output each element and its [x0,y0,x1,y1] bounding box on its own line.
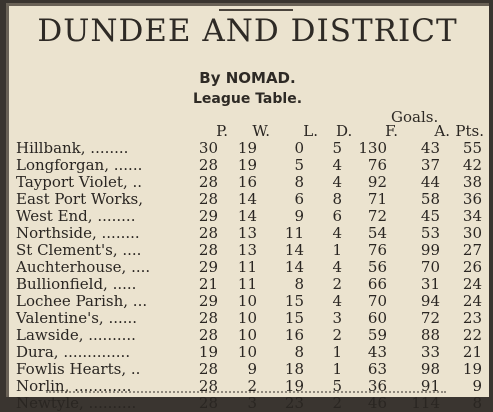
goals-for: 43 [367,343,387,361]
table-header-row [6,123,489,140]
goals-for: 54 [367,224,387,242]
team-name: Longforgan, ...... [16,156,143,174]
points: 42 [462,156,482,174]
drawn: 8 [332,190,342,208]
goals-against: 98 [420,360,440,378]
goals-against: 88 [420,326,440,344]
played: 28 [198,224,218,242]
points: 22 [462,326,482,344]
lost: 16 [284,326,304,344]
drawn: 6 [332,207,342,225]
points: 30 [462,224,482,242]
table-row [6,208,489,225]
won: 10 [237,326,257,344]
won: 16 [237,173,257,191]
goals-for: 130 [358,139,387,157]
lost: 5 [294,156,304,174]
points: 27 [462,241,482,259]
drawn: 4 [332,292,342,310]
points: 21 [462,343,482,361]
goals-for: 76 [367,241,387,259]
lost: 0 [294,139,304,157]
header-played: P. [216,122,228,140]
goals-for: 56 [367,258,387,276]
table-row [6,174,489,191]
goals-against: 114 [411,394,440,412]
won: 9 [247,360,257,378]
won: 13 [237,241,257,259]
goals-against: 99 [420,241,440,259]
header-points: Pts. [455,122,484,140]
drawn: 2 [332,326,342,344]
table-row [6,293,489,310]
lost: 8 [294,343,304,361]
lost: 18 [284,360,304,378]
won: 13 [237,224,257,242]
won: 10 [237,292,257,310]
lost: 19 [284,377,304,395]
goals-against: 43 [420,139,440,157]
top-border [6,3,489,6]
played: 19 [198,343,218,361]
goals-for: 70 [367,292,387,310]
points: 55 [462,139,482,157]
cut-off-row [46,391,446,401]
won: 3 [247,394,257,412]
header-drawn: D. [336,122,353,140]
header-won: W. [252,122,270,140]
table-row [6,259,489,276]
team-name: Tayport Violet, .. [16,173,143,191]
won: 14 [237,207,257,225]
won: 10 [237,343,257,361]
team-name: West End, ........ [16,207,136,225]
points: 38 [462,173,482,191]
league-table [6,123,489,412]
table-title: League Table. [192,91,303,107]
table-row [6,191,489,208]
won: 10 [237,309,257,327]
points: 34 [462,207,482,225]
table-row [6,310,489,327]
points: 23 [462,309,482,327]
goals-for: 66 [367,275,387,293]
played: 21 [198,275,218,293]
played: 28 [198,309,218,327]
drawn: 5 [332,377,342,395]
goals-for: 72 [367,207,387,225]
goals-for: 59 [367,326,387,344]
table-row [6,140,489,157]
table-row [6,242,489,259]
drawn: 5 [332,139,342,157]
goals-against: 53 [420,224,440,242]
lost: 8 [294,173,304,191]
played: 28 [198,394,218,412]
won: 11 [237,275,257,293]
headline: DUNDEE AND DISTRICT [37,13,458,49]
team-name: Lawside, .......... [16,326,136,344]
goals-for: 71 [367,190,387,208]
goals-for: 76 [367,156,387,174]
points: 8 [472,394,482,412]
team-name: Hillbank, ........ [16,139,129,157]
drawn: 4 [332,224,342,242]
goals-against: 91 [420,377,440,395]
team-name: Auchterhouse, .... [16,258,151,276]
goals-against: 58 [420,190,440,208]
team-name: Dura, .............. [16,343,131,361]
played: 28 [198,377,218,395]
lost: 15 [284,309,304,327]
lost: 14 [284,241,304,259]
goals-for: 60 [367,309,387,327]
played: 28 [198,241,218,259]
played: 29 [198,292,218,310]
header-lost: L. [303,122,318,140]
table-row [6,276,489,293]
drawn: 1 [332,241,342,259]
goals-for: 36 [367,377,387,395]
won: 14 [237,190,257,208]
played: 28 [198,360,218,378]
lost: 6 [294,190,304,208]
goals-for: 63 [367,360,387,378]
played: 29 [198,207,218,225]
table-row [6,344,489,361]
played: 29 [198,258,218,276]
goals-against: 31 [420,275,440,293]
drawn: 1 [332,343,342,361]
goals-against: 94 [420,292,440,310]
lost: 11 [284,224,304,242]
team-name: Fowlis Hearts, .. [16,360,141,378]
table-body [6,140,489,412]
drawn: 4 [332,258,342,276]
won: 11 [237,258,257,276]
played: 28 [198,190,218,208]
played: 30 [198,139,218,157]
goals-against: 70 [420,258,440,276]
goals-against: 37 [420,156,440,174]
points: 24 [462,292,482,310]
played: 28 [198,156,218,174]
goals-group-label: Goals. [391,108,439,126]
goals-against: 33 [420,343,440,361]
lost: 8 [294,275,304,293]
team-name: Lochee Parish, ... [16,292,148,310]
newspaper-clipping [6,3,489,412]
table-row [6,225,489,242]
drawn: 1 [332,360,342,378]
team-name: Bullionfield, ..... [16,275,137,293]
played: 28 [198,326,218,344]
points: 24 [462,275,482,293]
goals-against: 45 [420,207,440,225]
lost: 14 [284,258,304,276]
byline: By NOMAD. [199,69,296,87]
lost: 23 [284,394,304,412]
drawn: 2 [332,394,342,412]
team-name: East Port Works, [16,190,144,208]
goals-against: 72 [420,309,440,327]
won: 19 [237,156,257,174]
played: 28 [198,173,218,191]
drawn: 2 [332,275,342,293]
team-name: St Clement's, .... [16,241,142,259]
lost: 9 [294,207,304,225]
points: 19 [462,360,482,378]
goals-for: 46 [367,394,387,412]
header-goals-for: F. [385,122,398,140]
table-row [6,361,489,378]
points: 9 [472,377,482,395]
table-row [6,327,489,344]
team-name: Norlin, ............ [16,377,132,395]
goals-against: 44 [420,173,440,191]
points: 36 [462,190,482,208]
drawn: 3 [332,309,342,327]
drawn: 4 [332,156,342,174]
team-name: Newtyle, .......... [16,394,137,412]
drawn: 4 [332,173,342,191]
won: 2 [247,377,257,395]
won: 19 [237,139,257,157]
header-goals-against: A. [434,122,450,140]
team-name: Northside, ........ [16,224,140,242]
column-rule [219,9,293,11]
lost: 15 [284,292,304,310]
goals-for: 92 [367,173,387,191]
points: 26 [462,258,482,276]
team-name: Valentine's, ...... [16,309,138,327]
table-row [6,157,489,174]
